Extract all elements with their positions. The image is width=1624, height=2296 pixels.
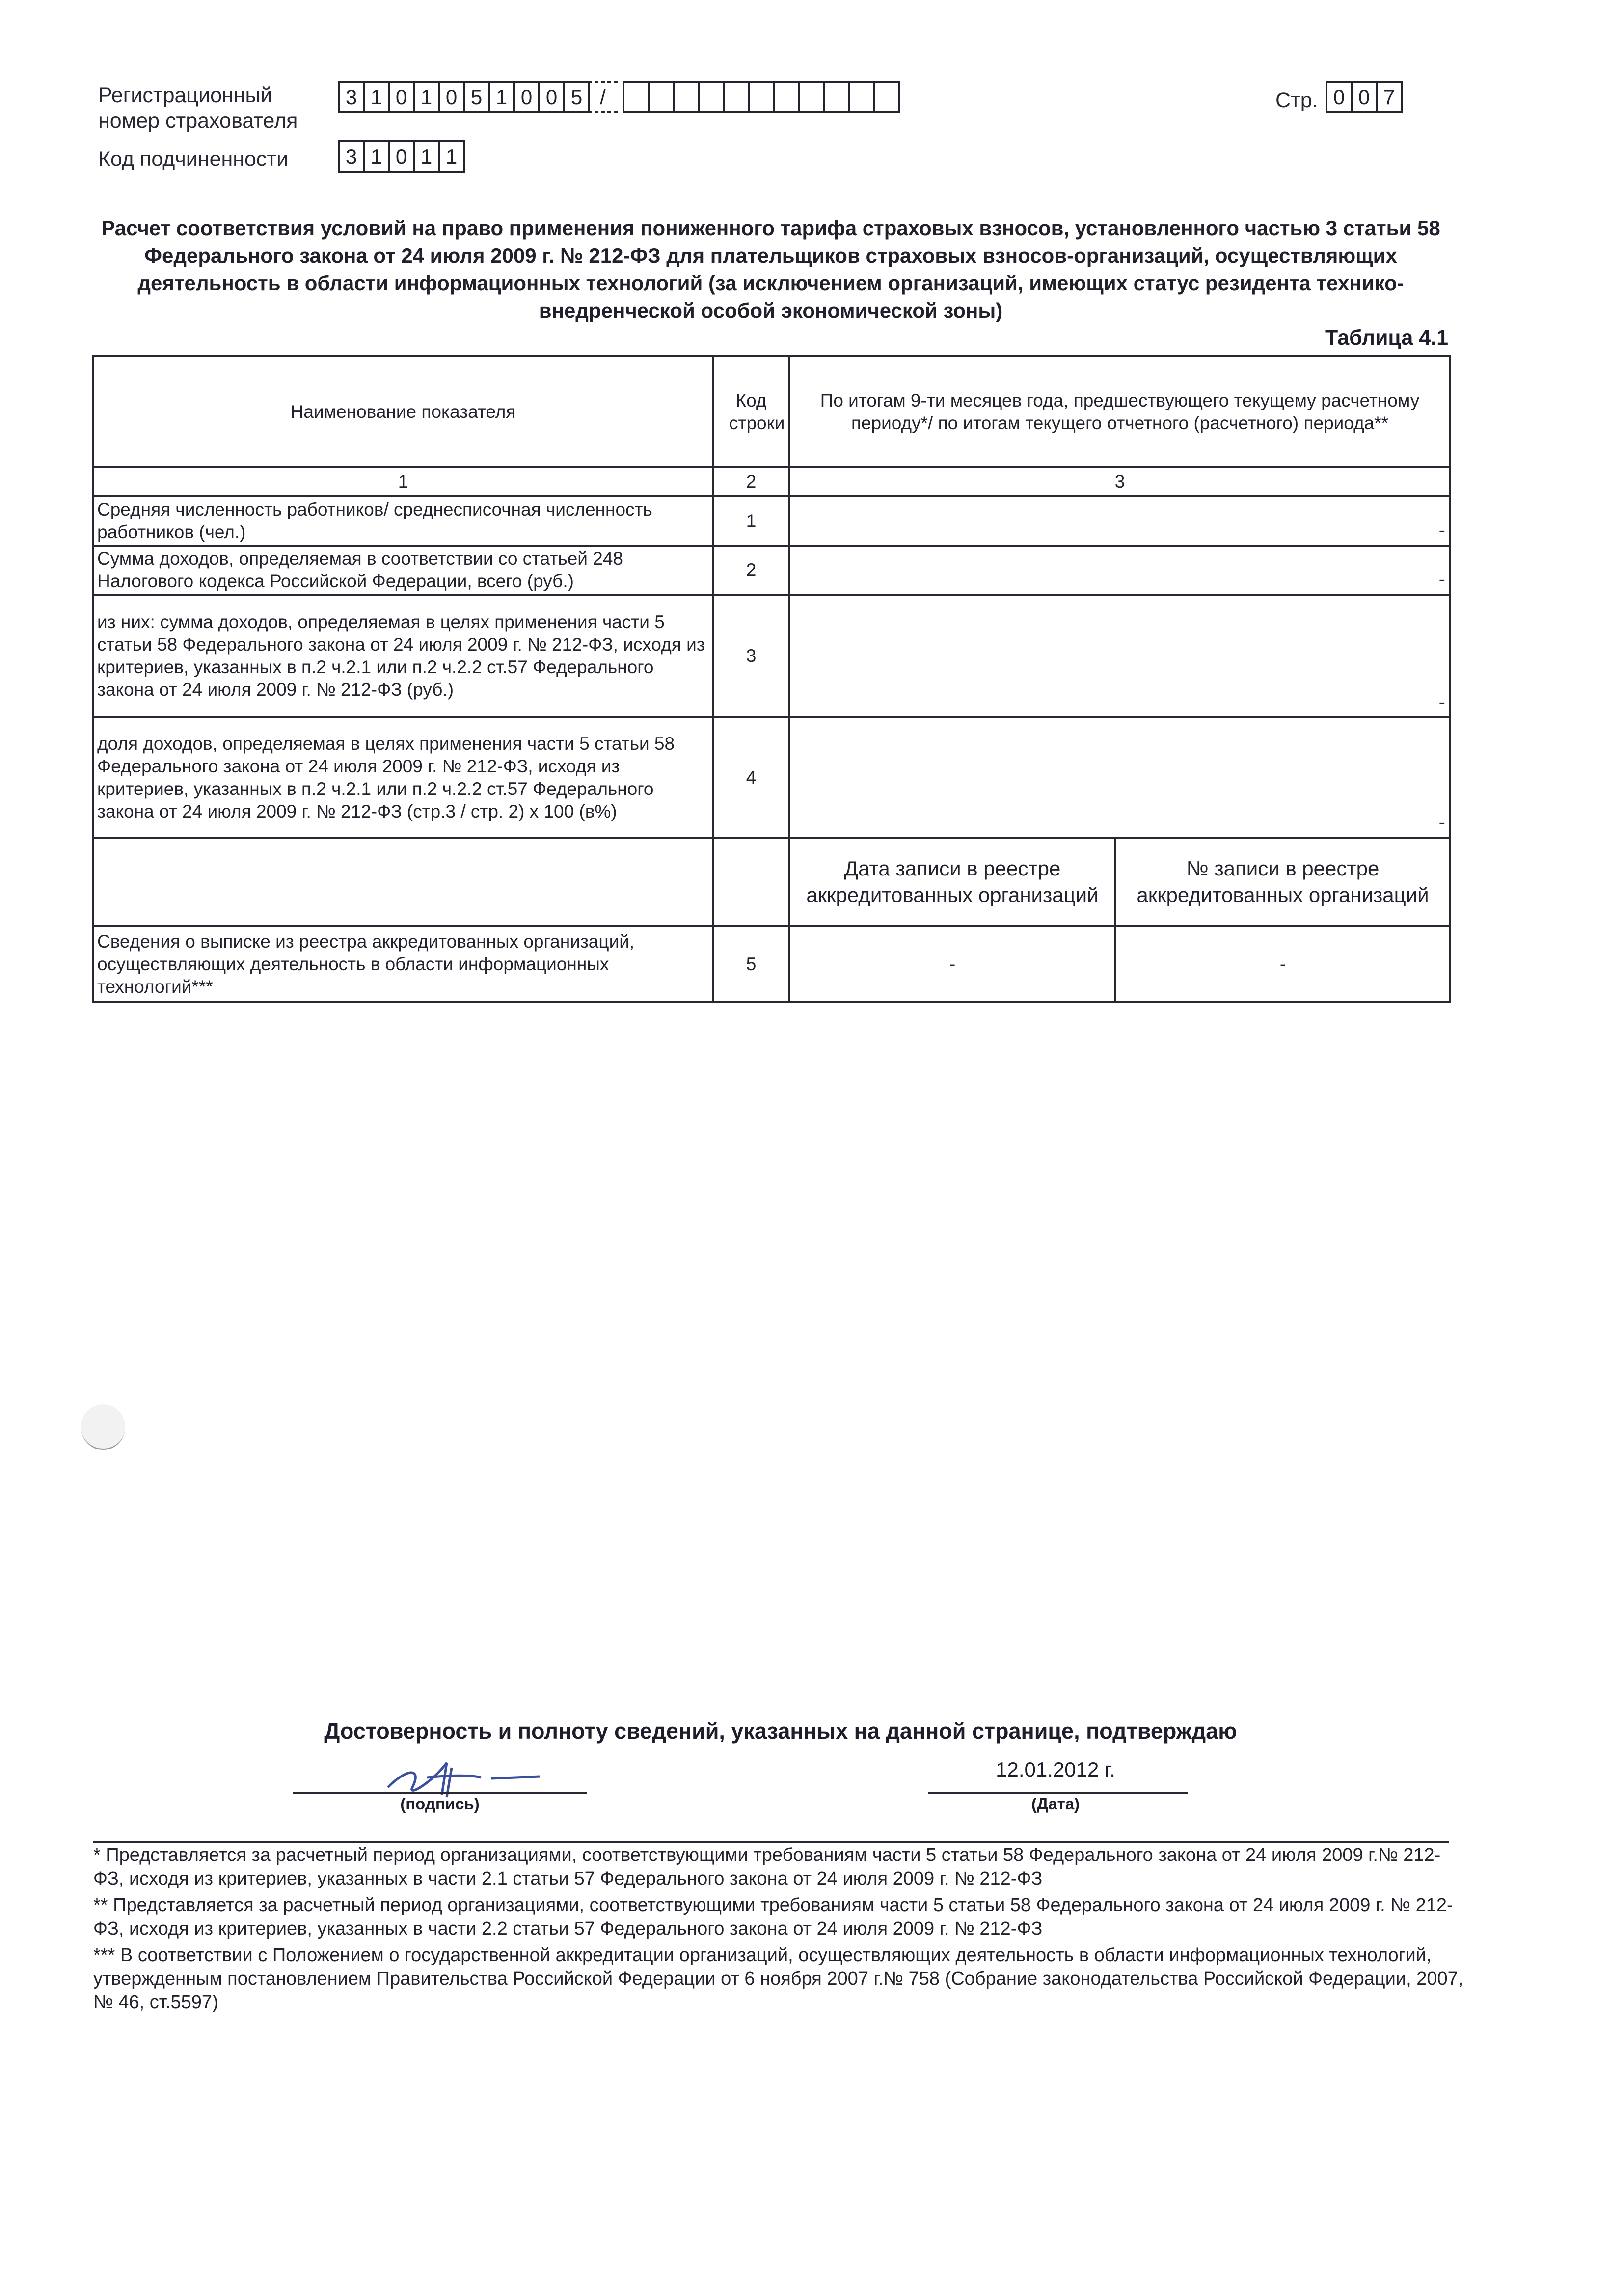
- sub-digit-cell: 1: [363, 140, 390, 173]
- table-row: [93, 496, 1450, 546]
- registry-number-header: № записи в реестре аккредитованных организаций: [1115, 838, 1450, 926]
- page-digit-cell: 0: [1351, 81, 1378, 113]
- registry-name: Сведения о выписке из реестра аккредитованных организаций, осуществляющих деятельность в области информационных технологий***: [93, 926, 713, 1002]
- date-line: [928, 1792, 1188, 1794]
- footnote-2: ** Представляется за расчетный период организациями, соответствующими требованиям части 5 статьи 58 Федерального закона от 24 июля 2009 г. № 212-ФЗ, исходя из критериев, указанных в части 2.2 статьи 57 Федерального закона от 24 июля 2009 г. № 212-ФЗ: [93, 1895, 1453, 1939]
- row-value: -: [789, 595, 1450, 717]
- confirmation-text: Достоверность и полноту сведений, указанных на данной странице, подтверждаю: [324, 1719, 1237, 1744]
- reg-digit-cell: 3: [338, 81, 365, 113]
- calculation-table: [92, 355, 1451, 1003]
- reg-number-cells: [338, 81, 898, 113]
- registry-date-header: Дата записи в реестре аккредитованных организаций: [789, 838, 1115, 926]
- date-caption: (Дата): [1031, 1795, 1080, 1813]
- reg-extra-digit-cell: [748, 81, 775, 113]
- registry-number-value: -: [1115, 926, 1450, 1002]
- table-row: [93, 595, 1450, 717]
- reg-extra-digit-cell: [623, 81, 650, 113]
- row-value: -: [789, 496, 1450, 546]
- col-number-3: 3: [789, 467, 1450, 496]
- reg-digit-cell: 0: [513, 81, 540, 113]
- row-code: 3: [713, 595, 789, 717]
- sub-digit-cell: 1: [438, 140, 465, 173]
- table-row: [93, 717, 1450, 838]
- row-code: 4: [713, 717, 789, 838]
- signature-caption: (подпись): [400, 1795, 480, 1813]
- registry-header-row: [93, 838, 1450, 926]
- registry-row: [93, 926, 1450, 1002]
- reg-extra-digit-cell: [823, 81, 850, 113]
- reg-digit-cell: 0: [388, 81, 415, 113]
- header-period: По итогам 9-ти месяцев года, предшествующего текущему расчетному периоду*/ по итогам текущего отчетного (расчетного) периода**: [789, 356, 1450, 467]
- punch-hole: [81, 1404, 125, 1450]
- row-code: 2: [713, 546, 789, 595]
- row-name: Средняя численность работников/ среднесписочная численность работников (чел.): [93, 496, 713, 546]
- reg-digit-cell: 5: [463, 81, 490, 113]
- reg-extra-digit-cell: [773, 81, 800, 113]
- reg-digit-cell: 0: [438, 81, 465, 113]
- reg-separator: /: [588, 81, 618, 113]
- row-name: Сумма доходов, определяемая в соответствии со статьей 248 Налогового кодекса Российской Федерации, всего (руб.): [93, 546, 713, 595]
- reg-extra-digit-cell: [648, 81, 675, 113]
- row-name: из них: сумма доходов, определяемая в целях применения части 5 статьи 58 Федерального закона от 24 июля 2009 г. № 212-ФЗ, исходя из критериев, указанных в п.2 ч.2.1 или п.2 ч.2.2 ст.57 Федерального закона от 24 июля 2009 г. № 212-ФЗ (руб.): [93, 595, 713, 717]
- reg-extra-digit-cell: [873, 81, 900, 113]
- empty-cell: [713, 838, 789, 926]
- reg-extra-digit-cell: [848, 81, 875, 113]
- column-number-row: [93, 467, 1450, 496]
- reg-extra-digit-cell: [698, 81, 725, 113]
- footnote-3: *** В соответствии с Положением о государственной аккредитации организаций, осуществляющих деятельность в области информационных технологий, утвержденным постановлением Правительства Российской Федерации от 6 ноября 2007 г.№ 758 (Собрание законодательства Российской Федерации, 2007, № 46, ст.5597): [93, 1945, 1463, 2013]
- subordination-code-cells: [338, 140, 463, 173]
- reg-digit-cell: 1: [363, 81, 390, 113]
- header-code: Код строки: [713, 356, 789, 467]
- col-number-2: 2: [713, 467, 789, 496]
- form-title: Расчет соответствия условий на право применения пониженного тарифа страховых взносов, установленного частью 3 статьи 58 Федерального закона от 24 июля 2009 г. № 212-ФЗ для плательщиков страховых взносов-организаций, осуществляющих деятельность в области информационных технологий (за исключением организаций, имеющих статус резидента технико-внедренческой особой экономической зоны): [101, 217, 1440, 322]
- table-number: Таблица 4.1: [1325, 326, 1448, 350]
- registry-date-value: -: [789, 926, 1115, 1002]
- footnote-1: * Представляется за расчетный период организациями, соответствующими требованиям части 5 статьи 58 Федерального закона от 24 июля 2009 г.№ 212-ФЗ, исходя из критериев, указанных в части 2.1 статьи 57 Федерального закона от 24 июля 2009 г. № 212-ФЗ: [93, 1845, 1441, 1889]
- reg-extra-digit-cell: [673, 81, 700, 113]
- subordination-code-label: Код подчиненности: [98, 147, 289, 171]
- registry-code: 5: [713, 926, 789, 1002]
- reg-extra-digit-cell: [723, 81, 750, 113]
- sub-digit-cell: 3: [338, 140, 365, 173]
- reg-digit-cell: 0: [538, 81, 565, 113]
- footnotes: [93, 1843, 1468, 2017]
- col-number-1: 1: [93, 467, 713, 496]
- reg-extra-digit-cell: [798, 81, 825, 113]
- page-digit-cell: 0: [1326, 81, 1353, 113]
- sub-digit-cell: 1: [413, 140, 440, 173]
- row-name: доля доходов, определяемая в целях применения части 5 статьи 58 Федерального закона от 24 июля 2009 г. № 212-ФЗ, исходя из критериев, указанных в п.2 ч.2.1 или п.2 ч.2.2 ст.57 Федерального закона от 24 июля 2009 г. № 212-ФЗ (стр.3 / стр. 2) х 100 (в%): [93, 717, 713, 838]
- reg-digit-cell: 1: [413, 81, 440, 113]
- reg-number-label: Регистрационный номер страхователя: [98, 83, 298, 133]
- row-code: 1: [713, 496, 789, 546]
- sub-digit-cell: 0: [388, 140, 415, 173]
- reg-digit-cell: 5: [563, 81, 590, 113]
- table-row: [93, 546, 1450, 595]
- page-digit-cell: 7: [1376, 81, 1403, 113]
- row-value: -: [789, 546, 1450, 595]
- signature-line: [293, 1792, 587, 1794]
- date-value: 12.01.2012 г.: [996, 1758, 1115, 1781]
- header-name: Наименование показателя: [93, 356, 713, 467]
- empty-cell: [93, 838, 713, 926]
- row-value: -: [789, 717, 1450, 838]
- reg-digit-cell: 1: [488, 81, 515, 113]
- page-label: Стр.: [1275, 88, 1318, 112]
- table-header-row: [93, 356, 1450, 467]
- page-number-cells: [1326, 81, 1401, 113]
